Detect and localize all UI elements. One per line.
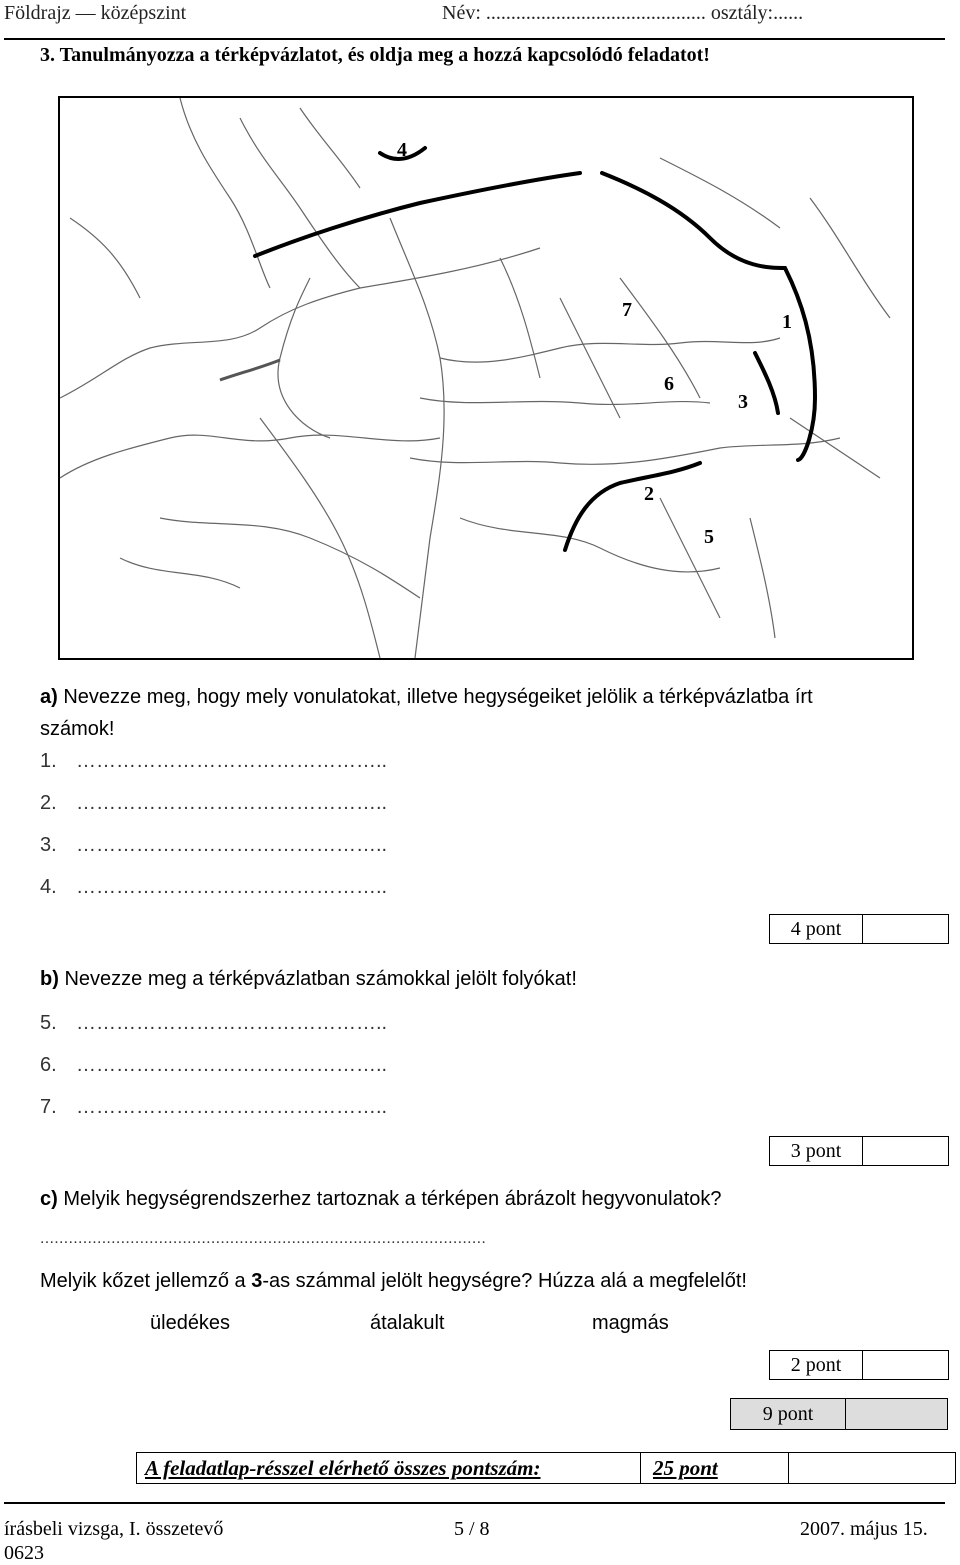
score-box-b xyxy=(769,1136,949,1166)
answer-line-5[interactable]: 5. ……………………………………….. xyxy=(40,1012,388,1034)
score-box-c xyxy=(769,1350,949,1380)
footer-date: 2007. május 15. xyxy=(800,1518,928,1540)
part-c-answer-line[interactable]: .............................................................................................. xyxy=(40,1230,487,1247)
header-subject: Földrajz — középszint xyxy=(4,2,187,24)
option-sedimentary[interactable]: üledékes xyxy=(150,1312,231,1334)
grand-total-label: A feladatlap-résszel elérhető összes pontszám: xyxy=(137,1453,641,1483)
task-title: 3. Tanulmányozza a térképvázlatot, és oldja meg a hozzá kapcsolódó feladatot! xyxy=(40,44,710,66)
footer-exam: írásbeli vizsga, I. összetevő xyxy=(4,1518,224,1540)
part-a-letter: a) xyxy=(40,686,58,708)
part-b-text: Nevezze meg a térképvázlatban számokkal jelölt folyókat! xyxy=(58,968,577,990)
part-a-question xyxy=(40,686,940,709)
page-header xyxy=(0,0,960,38)
option-igneous[interactable]: magmás xyxy=(592,1312,669,1334)
map-label-7: 7 xyxy=(622,299,632,321)
score-field-a[interactable] xyxy=(863,915,948,943)
answer-line-3[interactable]: 3. ……………………………………….. xyxy=(40,834,388,856)
answer-line-1[interactable]: 1. ……………………………………….. xyxy=(40,750,388,772)
header-divider xyxy=(4,38,945,40)
answer-line-4[interactable]: 4. ……………………………………….. xyxy=(40,876,388,898)
score-box-a xyxy=(769,914,949,944)
score-field-c[interactable] xyxy=(863,1351,948,1379)
part-c-question xyxy=(40,1188,722,1211)
map-label-6: 6 xyxy=(664,373,674,395)
map-label-2: 2 xyxy=(644,483,654,505)
map-label-4: 4 xyxy=(397,139,407,161)
map-label-5: 5 xyxy=(704,526,714,548)
footer-code: 0623 xyxy=(4,1542,44,1564)
part-c-text: Melyik hegységrendszerhez tartoznak a térképen ábrázolt hegyvonulatok? xyxy=(57,1188,722,1210)
map-label-3: 3 xyxy=(738,391,748,413)
grand-total-value: 25 pont xyxy=(641,1453,789,1483)
part-b-letter: b) xyxy=(40,968,59,990)
map-label-1: 1 xyxy=(782,311,792,333)
score-label-c: 2 pont xyxy=(770,1351,863,1379)
score-label-b: 3 pont xyxy=(770,1137,863,1165)
grand-total-row xyxy=(136,1452,956,1484)
part-a-text: Nevezze meg, hogy mely vonulatokat, illetve hegységeiket jelölik a térképvázlatba írt xyxy=(57,686,813,708)
score-label-a: 4 pont xyxy=(770,915,863,943)
answer-line-7[interactable]: 7. ……………………………………….. xyxy=(40,1096,388,1118)
footer-divider xyxy=(4,1502,945,1504)
sketch-map xyxy=(58,96,914,660)
header-name-class: Név: ............................................ osztály:...... xyxy=(442,2,804,24)
part-a-text-cont: számok! xyxy=(40,718,115,740)
answer-line-2[interactable]: 2. ……………………………………….. xyxy=(40,792,388,814)
task-total-box xyxy=(730,1398,948,1430)
grand-total-field[interactable] xyxy=(789,1453,955,1483)
part-c-letter: c) xyxy=(40,1188,58,1210)
task-total-field[interactable] xyxy=(846,1399,947,1429)
footer-page: 5 / 8 xyxy=(454,1518,490,1540)
part-b-question xyxy=(40,968,577,991)
option-metamorphic[interactable]: átalakult xyxy=(370,1312,445,1334)
score-field-b[interactable] xyxy=(863,1137,948,1165)
map-drawing xyxy=(60,98,912,658)
part-c-question-2: Melyik kőzet jellemző a 3-as számmal jelölt hegységre? Húzza alá a megfelelőt! xyxy=(40,1270,747,1292)
answer-line-6[interactable]: 6. ……………………………………….. xyxy=(40,1054,388,1076)
part-c-number: 3 xyxy=(251,1270,263,1292)
task-total-label: 9 pont xyxy=(731,1399,846,1429)
